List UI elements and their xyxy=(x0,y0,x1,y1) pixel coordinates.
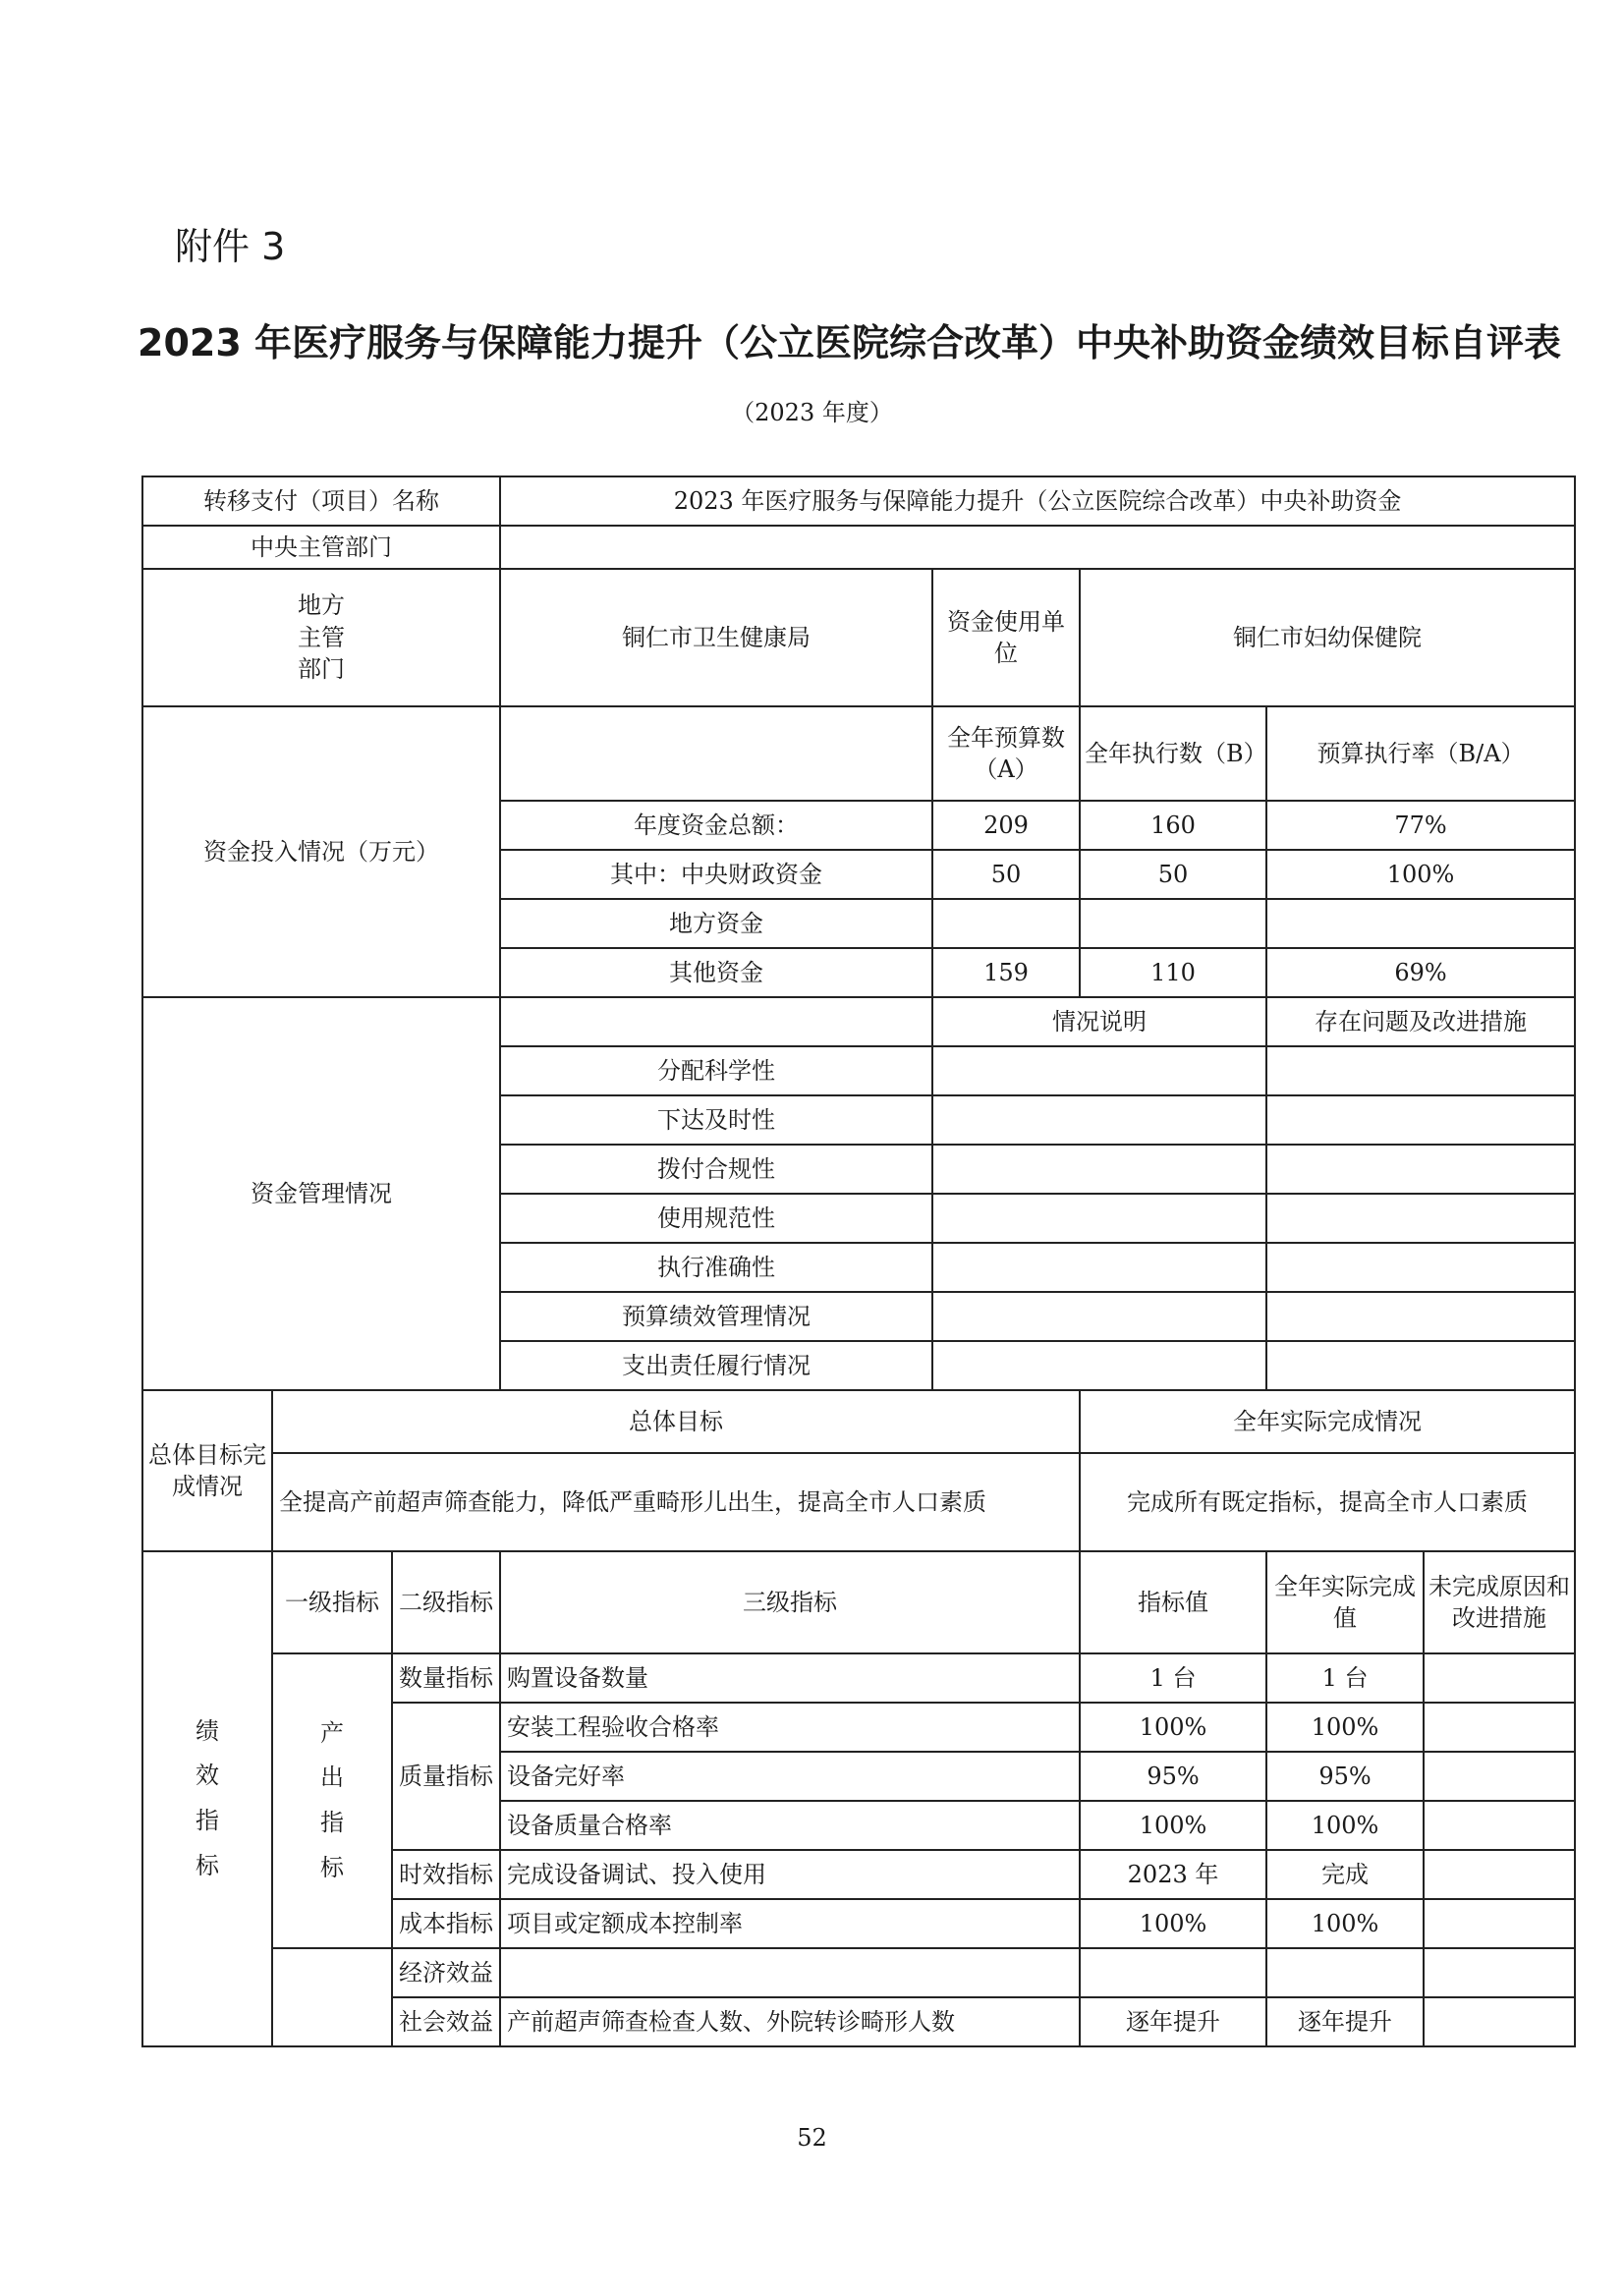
page-number: 52 xyxy=(797,2124,827,2152)
perf-actual: 100% xyxy=(1266,1801,1424,1850)
effect-indicator-label xyxy=(272,1948,392,2046)
management-description-cell xyxy=(932,1341,1266,1390)
management-header-blank xyxy=(500,997,932,1046)
investment-row-executed xyxy=(1080,899,1266,948)
perf-header-level2: 二级指标 xyxy=(392,1551,500,1653)
perf-actual xyxy=(1266,1948,1424,1997)
management-header-issues: 存在问题及改进措施 xyxy=(1266,997,1575,1046)
management-issues-cell xyxy=(1266,1095,1575,1145)
management-item: 执行准确性 xyxy=(500,1243,932,1292)
perf-reason xyxy=(1424,1850,1575,1899)
perf-level2: 质量指标 xyxy=(392,1703,500,1850)
overall-actual-text: 完成所有既定指标，提高全市人口素质 xyxy=(1080,1453,1575,1551)
investment-row-rate: 77% xyxy=(1266,801,1575,850)
perf-level2: 时效指标 xyxy=(392,1850,500,1899)
overall-goal-text: 全提高产前超声筛查能力，降低严重畸形儿出生，提高全市人口素质 xyxy=(272,1453,1080,1551)
investment-header-budget: 全年预算数（A） xyxy=(932,706,1080,801)
overall-actual-header: 全年实际完成情况 xyxy=(1080,1390,1575,1453)
local-dept-value: 铜仁市卫生健康局 xyxy=(500,569,932,706)
investment-row-executed: 160 xyxy=(1080,801,1266,850)
evaluation-table xyxy=(141,476,1576,2047)
investment-row-rate: 69% xyxy=(1266,948,1575,997)
perf-target xyxy=(1080,1948,1266,1997)
attachment-label: 附件 3 xyxy=(175,225,286,268)
investment-row-label: 年度资金总额： xyxy=(500,801,932,850)
perf-target: 1 台 xyxy=(1080,1653,1266,1703)
central-dept-label: 中央主管部门 xyxy=(142,526,500,569)
perf-actual: 逐年提升 xyxy=(1266,1997,1424,2046)
perf-level3: 安装工程验收合格率 xyxy=(500,1703,1080,1752)
management-description-cell xyxy=(932,1095,1266,1145)
project-name-value: 2023 年医疗服务与保障能力提升（公立医院综合改革）中央补助资金 xyxy=(500,476,1575,526)
management-description-cell xyxy=(932,1292,1266,1341)
perf-level2: 社会效益 xyxy=(392,1997,500,2046)
perf-level3: 设备质量合格率 xyxy=(500,1801,1080,1850)
perf-level3: 完成设备调试、投入使用 xyxy=(500,1850,1080,1899)
investment-row-budget: 209 xyxy=(932,801,1080,850)
perf-target: 2023 年 xyxy=(1080,1850,1266,1899)
perf-header-actual: 全年实际完成值 xyxy=(1266,1551,1424,1653)
perf-actual: 100% xyxy=(1266,1703,1424,1752)
perf-reason xyxy=(1424,1703,1575,1752)
management-item: 分配科学性 xyxy=(500,1046,932,1095)
management-description-cell xyxy=(932,1194,1266,1243)
output-indicator-label-text: 产出指标 xyxy=(319,1718,344,1881)
perf-level3: 购置设备数量 xyxy=(500,1653,1080,1703)
management-item: 预算绩效管理情况 xyxy=(500,1292,932,1341)
perf-target: 95% xyxy=(1080,1752,1266,1801)
investment-row-rate xyxy=(1266,899,1575,948)
management-description-cell xyxy=(932,1145,1266,1194)
fund-unit-label: 资金使用单位 xyxy=(932,569,1080,706)
investment-row-executed: 110 xyxy=(1080,948,1266,997)
output-indicator-label xyxy=(272,1653,392,1948)
perf-actual: 1 台 xyxy=(1266,1653,1424,1703)
perf-header-level1: 一级指标 xyxy=(272,1551,392,1653)
perf-actual: 100% xyxy=(1266,1899,1424,1948)
perf-reason xyxy=(1424,1801,1575,1850)
local-dept-label: 地方 主管 部门 xyxy=(142,569,500,706)
perf-actual: 完成 xyxy=(1266,1850,1424,1899)
perf-target: 100% xyxy=(1080,1899,1266,1948)
perf-level2: 经济效益 xyxy=(392,1948,500,1997)
perf-reason xyxy=(1424,1997,1575,2046)
document-title: 2023 年医疗服务与保障能力提升（公立医院综合改革）中央补助资金绩效目标自评表 xyxy=(138,321,1561,364)
investment-row-executed: 50 xyxy=(1080,850,1266,899)
management-issues-cell xyxy=(1266,1046,1575,1095)
management-issues-cell xyxy=(1266,1341,1575,1390)
perf-reason xyxy=(1424,1948,1575,1997)
perf-reason xyxy=(1424,1899,1575,1948)
perf-header-target: 指标值 xyxy=(1080,1551,1266,1653)
perf-level3: 项目或定额成本控制率 xyxy=(500,1899,1080,1948)
central-dept-value xyxy=(500,526,1575,569)
management-label: 资金管理情况 xyxy=(142,997,500,1390)
perf-level2: 成本指标 xyxy=(392,1899,500,1948)
management-issues-cell xyxy=(1266,1145,1575,1194)
investment-row-budget: 159 xyxy=(932,948,1080,997)
perf-target: 100% xyxy=(1080,1703,1266,1752)
management-description-cell xyxy=(932,1046,1266,1095)
investment-row-label: 其他资金 xyxy=(500,948,932,997)
perf-target: 100% xyxy=(1080,1801,1266,1850)
performance-label xyxy=(142,1551,272,2046)
perf-actual: 95% xyxy=(1266,1752,1424,1801)
investment-row-label: 其中：中央财政资金 xyxy=(500,850,932,899)
management-issues-cell xyxy=(1266,1292,1575,1341)
investment-header-executed: 全年执行数（B） xyxy=(1080,706,1266,801)
overall-goal-label: 总体目标完成情况 xyxy=(142,1390,272,1551)
management-issues-cell xyxy=(1266,1194,1575,1243)
investment-header-blank xyxy=(500,706,932,801)
document-subtitle: （2023 年度） xyxy=(731,399,893,426)
management-item: 下达及时性 xyxy=(500,1095,932,1145)
investment-row-label: 地方资金 xyxy=(500,899,932,948)
management-item: 支出责任履行情况 xyxy=(500,1341,932,1390)
investment-label: 资金投入情况（万元） xyxy=(142,706,500,997)
perf-level2: 数量指标 xyxy=(392,1653,500,1703)
perf-level3: 产前超声筛查检查人数、外院转诊畸形人数 xyxy=(500,1997,1080,2046)
perf-target: 逐年提升 xyxy=(1080,1997,1266,2046)
perf-level3 xyxy=(500,1948,1080,1997)
perf-level3: 设备完好率 xyxy=(500,1752,1080,1801)
management-description-cell xyxy=(932,1243,1266,1292)
perf-header-reason: 未完成原因和改进措施 xyxy=(1424,1551,1575,1653)
perf-reason xyxy=(1424,1752,1575,1801)
performance-label-text: 绩效指标 xyxy=(195,1716,219,1879)
management-issues-cell xyxy=(1266,1243,1575,1292)
fund-unit-value: 铜仁市妇幼保健院 xyxy=(1080,569,1575,706)
perf-header-level3: 三级指标 xyxy=(500,1551,1080,1653)
investment-header-rate: 预算执行率（B/A） xyxy=(1266,706,1575,801)
management-item: 拨付合规性 xyxy=(500,1145,932,1194)
investment-row-budget: 50 xyxy=(932,850,1080,899)
overall-goal-header: 总体目标 xyxy=(272,1390,1080,1453)
investment-row-rate: 100% xyxy=(1266,850,1575,899)
project-name-label: 转移支付（项目）名称 xyxy=(142,476,500,526)
investment-row-budget xyxy=(932,899,1080,948)
management-header-description: 情况说明 xyxy=(932,997,1266,1046)
perf-reason xyxy=(1424,1653,1575,1703)
management-item: 使用规范性 xyxy=(500,1194,932,1243)
